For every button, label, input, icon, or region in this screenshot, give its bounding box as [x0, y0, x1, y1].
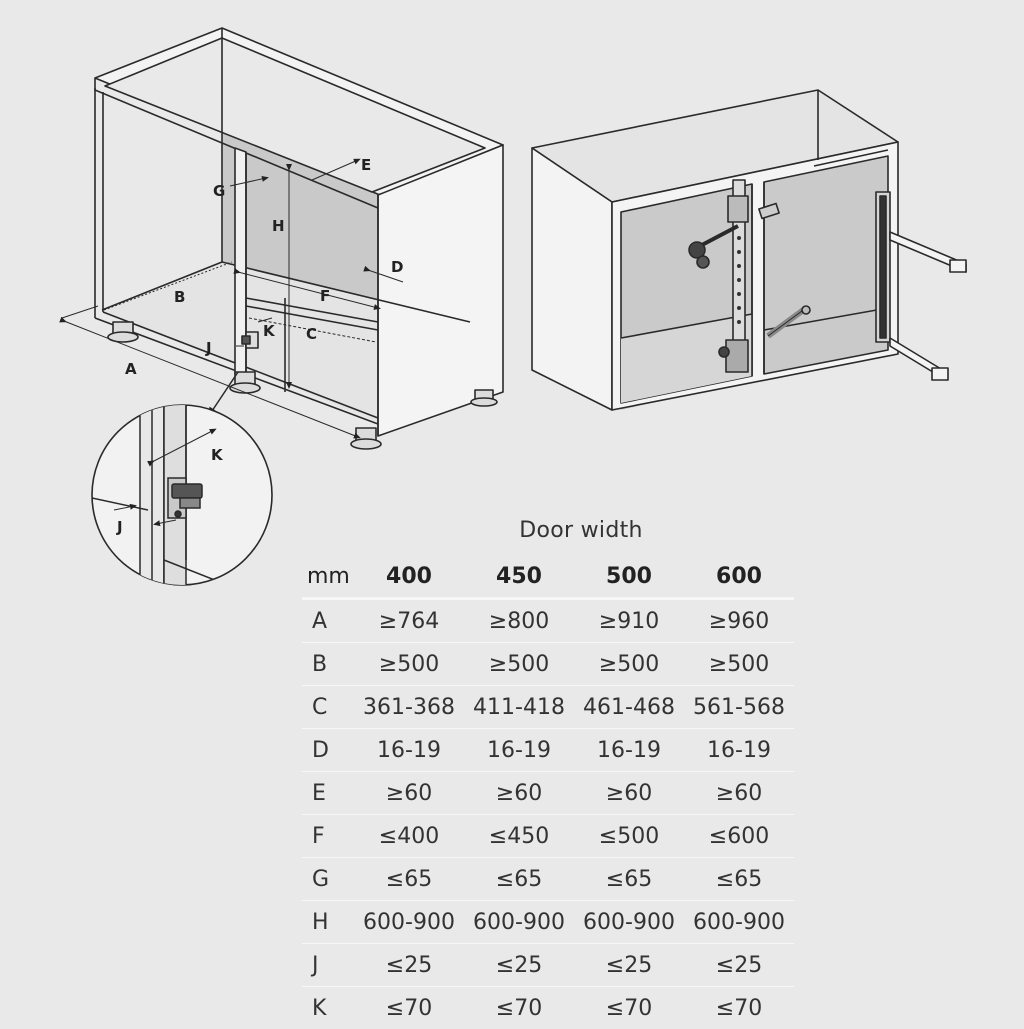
table-cell: 16-19 — [574, 729, 684, 772]
table-row — [302, 729, 794, 772]
table-cell: ≥60 — [574, 772, 684, 815]
table-cell: ≥60 — [684, 772, 794, 815]
row-label: C — [302, 686, 354, 729]
table-cell: ≤450 — [464, 815, 574, 858]
label-D: D — [391, 258, 403, 276]
label-K-detail: K — [211, 446, 224, 464]
table-cell: ≤25 — [684, 944, 794, 987]
label-B: B — [174, 288, 185, 306]
table-cell: ≤500 — [574, 815, 684, 858]
table-cell: 600-900 — [464, 901, 574, 944]
label-A: A — [125, 360, 137, 378]
label-G: G — [213, 182, 225, 200]
table-cell: ≤25 — [574, 944, 684, 987]
table-row — [302, 686, 794, 729]
table-row — [302, 858, 794, 901]
cabinet-dimension-drawing — [95, 28, 503, 449]
label-E: E — [361, 156, 371, 174]
table-header-row — [302, 555, 794, 599]
table-cell: 600-900 — [354, 901, 464, 944]
table-cell: ≤65 — [464, 858, 574, 901]
label-K: K — [263, 322, 276, 340]
table-cell: 411-418 — [464, 686, 574, 729]
label-F: F — [320, 287, 330, 305]
row-label: E — [302, 772, 354, 815]
column-header: 450 — [464, 555, 574, 599]
table-cell: ≤400 — [354, 815, 464, 858]
table-cell: 600-900 — [574, 901, 684, 944]
table-cell: ≥60 — [354, 772, 464, 815]
table-title: Door width — [470, 518, 692, 543]
table-cell: 16-19 — [354, 729, 464, 772]
table-row — [302, 643, 794, 686]
row-label: A — [302, 599, 354, 643]
table-row — [302, 987, 794, 1029]
cabinet-with-corner-fitting — [532, 90, 966, 410]
row-label: D — [302, 729, 354, 772]
table-cell: 16-19 — [464, 729, 574, 772]
label-C: C — [306, 325, 317, 343]
table-cell: ≥500 — [684, 643, 794, 686]
table-cell: ≤25 — [354, 944, 464, 987]
unit-header: mm — [302, 555, 354, 599]
table-cell: ≤65 — [684, 858, 794, 901]
table-cell: ≥960 — [684, 599, 794, 643]
table-cell: 16-19 — [684, 729, 794, 772]
table-row — [302, 599, 794, 643]
row-label: G — [302, 858, 354, 901]
dimension-table — [302, 555, 794, 1029]
row-label: K — [302, 987, 354, 1029]
table-cell: ≥500 — [574, 643, 684, 686]
row-label: F — [302, 815, 354, 858]
column-header: 400 — [354, 555, 464, 599]
table-cell: ≥800 — [464, 599, 574, 643]
label-J-detail: J — [116, 518, 123, 536]
table-cell: ≤70 — [574, 987, 684, 1029]
table-cell: 461-468 — [574, 686, 684, 729]
label-H: H — [272, 217, 285, 235]
table-cell: ≤600 — [684, 815, 794, 858]
table-cell: ≥60 — [464, 772, 574, 815]
table-cell: 600-900 — [684, 901, 794, 944]
column-header: 500 — [574, 555, 684, 599]
row-label: H — [302, 901, 354, 944]
row-label: J — [302, 944, 354, 987]
label-J: J — [205, 339, 212, 357]
table-cell: ≥764 — [354, 599, 464, 643]
table-cell: ≤70 — [684, 987, 794, 1029]
row-label: B — [302, 643, 354, 686]
hinge-detail-magnifier — [92, 390, 272, 590]
table-cell: ≥910 — [574, 599, 684, 643]
table-row — [302, 944, 794, 987]
table-row — [302, 772, 794, 815]
table-cell: 561-568 — [684, 686, 794, 729]
table-row — [302, 901, 794, 944]
table-cell: ≥500 — [464, 643, 574, 686]
table-cell: ≥500 — [354, 643, 464, 686]
table-cell: ≤25 — [464, 944, 574, 987]
table-cell: ≤70 — [464, 987, 574, 1029]
table-cell: ≤65 — [574, 858, 684, 901]
table-cell: 361-368 — [354, 686, 464, 729]
table-body — [302, 599, 794, 1029]
table-row — [302, 815, 794, 858]
table-cell: ≤70 — [354, 987, 464, 1029]
table-cell: ≤65 — [354, 858, 464, 901]
column-header: 600 — [684, 555, 794, 599]
